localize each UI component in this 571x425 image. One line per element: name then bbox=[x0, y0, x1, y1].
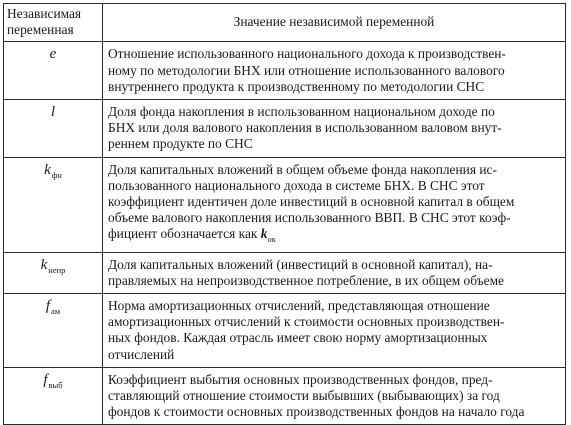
table-row bbox=[4, 100, 566, 158]
description-text: Доля капитальных вложений в общем объеме фонда накопления ис- пользованного национального дохода в системе БНХ. В СНС этот коэффициент идентичен доле инвестиций в основной капитал в общем объеме валового накопления использованного ВВП. В СНС этот коэф- фициент обозначается как bbox=[108, 161, 515, 242]
variable-cell bbox=[4, 157, 103, 252]
description-cell bbox=[103, 157, 566, 252]
inline-variable-symbol: k bbox=[260, 226, 268, 242]
variable-cell bbox=[4, 367, 103, 425]
header-independent-variable: Независимая переменная bbox=[4, 4, 103, 42]
variable-subscript: непр bbox=[48, 264, 66, 275]
description-cell: Коэффициент выбытия основных производственных фондов, пред- ставляющий отношение стоимости выбывших (выбывающих) за год фондов к стоимости основных производственных фондов на начало года bbox=[103, 367, 566, 425]
table-row bbox=[4, 252, 566, 293]
variable-symbol: l bbox=[50, 104, 56, 121]
variable-cell bbox=[4, 42, 103, 100]
variable-cell bbox=[4, 100, 103, 158]
variable-cell bbox=[4, 294, 103, 368]
variable-symbol: f bbox=[43, 371, 48, 388]
description-cell: Доля капитальных вложений (инвестиций в основной капитал), на- правляемых на непроизводственное потребление, в их общем объеме bbox=[103, 252, 566, 293]
variable-subscript: фн bbox=[51, 169, 62, 180]
description-cell: Норма амортизационных отчислений, представляющая отношение амортизационных отчислений к стоимости основных производствен- ных фондов. Каждая отрасль имеет свою норму амортизационных отчислений bbox=[103, 294, 566, 368]
inline-variable-subscript: ок bbox=[267, 234, 276, 245]
variable-subscript: выб bbox=[48, 379, 63, 390]
header-variable-meaning: Значение независимой переменной bbox=[103, 4, 566, 42]
table-header-row bbox=[4, 4, 566, 42]
table-row bbox=[4, 157, 566, 252]
description-cell: Доля фонда накопления в использованном национальном доходе по БНХ или доля валового накопления в использованном валовом внут- реннем продукте по СНС bbox=[103, 100, 566, 158]
variable-subscript: ам bbox=[51, 306, 61, 317]
table-row bbox=[4, 294, 566, 368]
variable-symbol: e bbox=[49, 46, 57, 63]
variable-symbol: k bbox=[40, 256, 48, 273]
variable-symbol: k bbox=[44, 161, 51, 178]
variables-table bbox=[3, 3, 566, 425]
table-row bbox=[4, 42, 566, 100]
variable-symbol: f bbox=[45, 298, 50, 315]
table-row bbox=[4, 367, 566, 425]
variable-cell bbox=[4, 252, 103, 293]
description-cell: Отношение использованного национального дохода к производствен- ному по методологии БНХ или отношение использованного валового внутреннего продукта к производственному по методологии СНС bbox=[103, 42, 566, 100]
